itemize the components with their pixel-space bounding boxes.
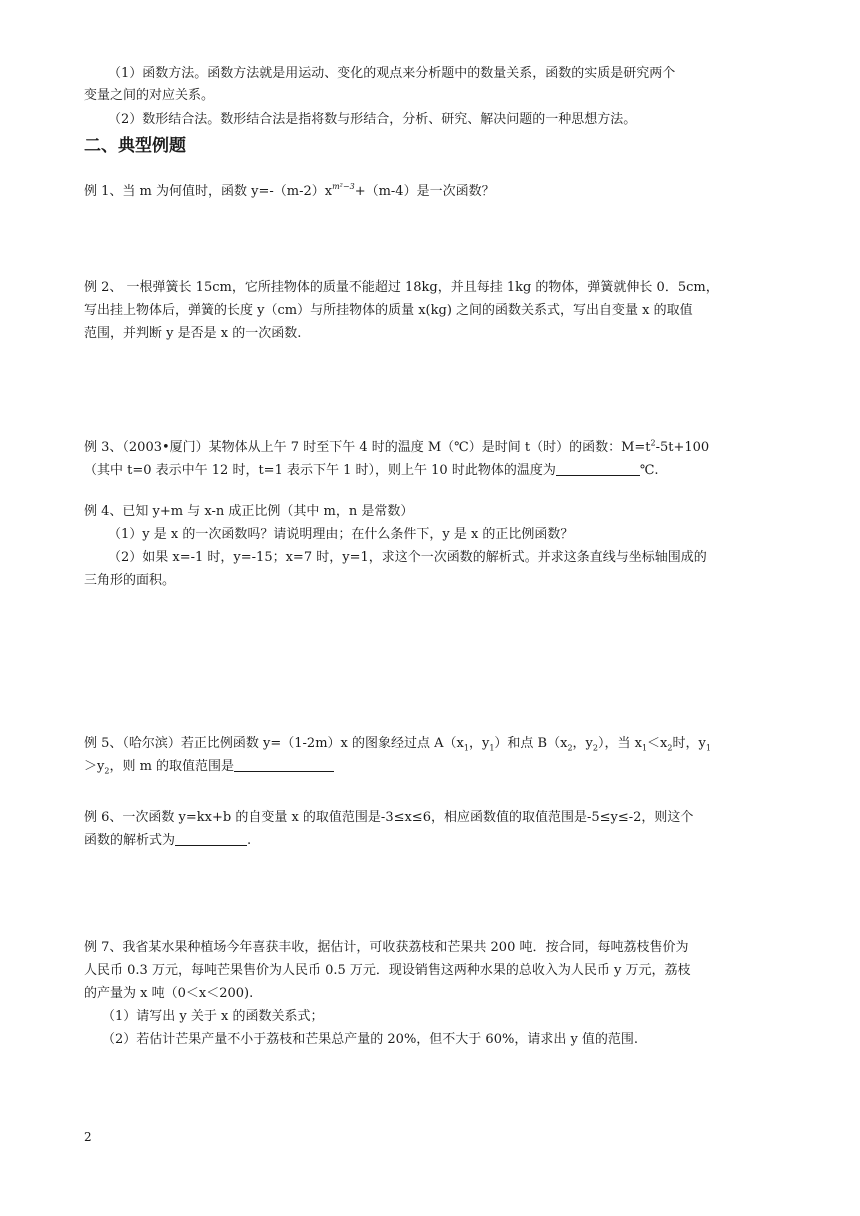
example-5-sub: 1 bbox=[489, 743, 495, 753]
example-7-line-5: （2）若估计芒果产量不小于荔枝和芒果总产量的 20%，但不大于 60%，请求出 y 值的范围. bbox=[102, 1032, 639, 1047]
example-5-sub: 2 bbox=[667, 743, 673, 753]
example-1 bbox=[84, 182, 784, 203]
example-5-line-1 bbox=[84, 734, 784, 754]
example-5-text-c: ）和点 B（x bbox=[494, 736, 568, 751]
example-5-sub: 1 bbox=[641, 743, 648, 753]
method-1-line-1: （1）函数方法。函数方法就是用运动、变化的观点来分析题中的数量关系，函数的实质是研究两个 bbox=[108, 66, 676, 81]
example-5-text-g: 时，y bbox=[672, 736, 706, 751]
example-2-line-3: 范围，并判断 y 是否是 x 的一次函数. bbox=[84, 326, 302, 341]
example-5-sub: 2 bbox=[592, 743, 598, 753]
example-7-line-1: 例 7、我省某水果种植场今年喜获丰收，据估计，可收获荔枝和芒果共 200 吨．按合同，每吨荔枝售价为 bbox=[84, 940, 689, 955]
method-1-line-2: 变量之间的对应关系。 bbox=[84, 88, 215, 103]
example-4-line-4: 三角形的面积。 bbox=[84, 573, 176, 588]
example-5-text-i: ，则 m 的取值范围是 bbox=[109, 759, 235, 774]
example-6-text-a: 函数的解析式为 bbox=[84, 833, 176, 848]
example-3-text-a: 例 3、（2003•厦门）某物体从上午 7 时至下午 4 时的温度 M（℃）是时间 t（时）的函数：M=t bbox=[84, 440, 651, 455]
example-5-text-b: ，y bbox=[468, 736, 490, 751]
example-7-line-3: 的产量为 x 吨（0＜x＜200). bbox=[84, 986, 254, 1001]
example-5-line-2 bbox=[84, 757, 784, 777]
example-3-answer-blank[interactable] bbox=[556, 461, 640, 476]
example-5-text-d: ，y bbox=[572, 736, 593, 751]
example-4-line-3: （2）如果 x=-1 时，y=-15；x=7 时，y=1，求这个一次函数的解析式。并求这条直线与坐标轴围成的 bbox=[108, 550, 707, 565]
example-6-line-2 bbox=[84, 831, 784, 851]
page-number: 2 bbox=[84, 1130, 92, 1144]
example-5-sub: 2 bbox=[567, 743, 573, 753]
example-2-line-2: 写出挂上物体后，弹簧的长度 y（cm）与所挂物体的质量 x(kg) 之间的函数关系式，写出自变量 x 的取值 bbox=[84, 303, 693, 318]
example-3-line-2 bbox=[84, 461, 784, 481]
example-1-text-b: +（m-4）是一次函数？ bbox=[354, 184, 495, 199]
example-6-line-1: 例 6、一次函数 y=kx+b 的自变量 x 的取值范围是-3≤x≤6，相应函数值的取值范围是-5≤y≤-2，则这个 bbox=[84, 810, 694, 825]
example-5-sub: 2 bbox=[104, 766, 110, 776]
section-title: 二、典型例题 bbox=[84, 136, 186, 156]
example-7-line-4: （1）请写出 y 关于 x 的函数关系式； bbox=[102, 1009, 324, 1024]
example-5-sub: 1 bbox=[463, 743, 469, 753]
example-5-text-h: ＞y bbox=[84, 759, 105, 774]
example-6-text-b: . bbox=[247, 833, 252, 848]
example-5-text-f: ＜x bbox=[647, 736, 668, 751]
example-6-answer-blank[interactable] bbox=[175, 831, 247, 846]
example-1-text-a: 例 1、当 m 为何值时，函数 y=-（m-2）x bbox=[84, 184, 333, 199]
example-7-line-2: 人民币 0.3 万元，每吨芒果售价为人民币 0.5 万元．现设销售这两种水果的总收入为人民币 y 万元，荔枝 bbox=[84, 963, 691, 978]
example-3-text-b: -5t+100 bbox=[655, 440, 710, 455]
example-3-text-c: （其中 t=0 表示中午 12 时，t=1 表示下午 1 时），则上午 10 时此物体的温度为 bbox=[84, 463, 556, 478]
example-1-exponent: m²−3 bbox=[332, 182, 355, 191]
example-2-line-1: 例 2、 一根弹簧长 15cm，它所挂物体的质量不能超过 18kg，并且每挂 1kg 的物体，弹簧就伸长 0．5cm， bbox=[84, 280, 719, 295]
example-3-text-d: ℃. bbox=[639, 463, 659, 478]
example-4-line-1: 例 4、已知 y+m 与 x-n 成正比例（其中 m，n 是常数） bbox=[84, 504, 414, 519]
example-3-square: 2 bbox=[650, 438, 656, 448]
example-5-text-e: ），当 x bbox=[597, 736, 642, 751]
example-4-line-2: （1）y 是 x 的一次函数吗？请说明理由；在什么条件下，y 是 x 的正比例函数？ bbox=[108, 527, 574, 542]
example-5-text-a: 例 5、（哈尔滨）若正比例函数 y=（1-2m）x 的图象经过点 A（x bbox=[84, 736, 464, 751]
example-3-line-1 bbox=[84, 438, 784, 458]
example-5-answer-blank[interactable] bbox=[234, 757, 334, 772]
method-2-line: （2）数形结合法。数形结合法是指将数与形结合，分析、研究、解决问题的一种思想方法。 bbox=[108, 112, 637, 127]
example-5-sub: 1 bbox=[705, 743, 711, 753]
